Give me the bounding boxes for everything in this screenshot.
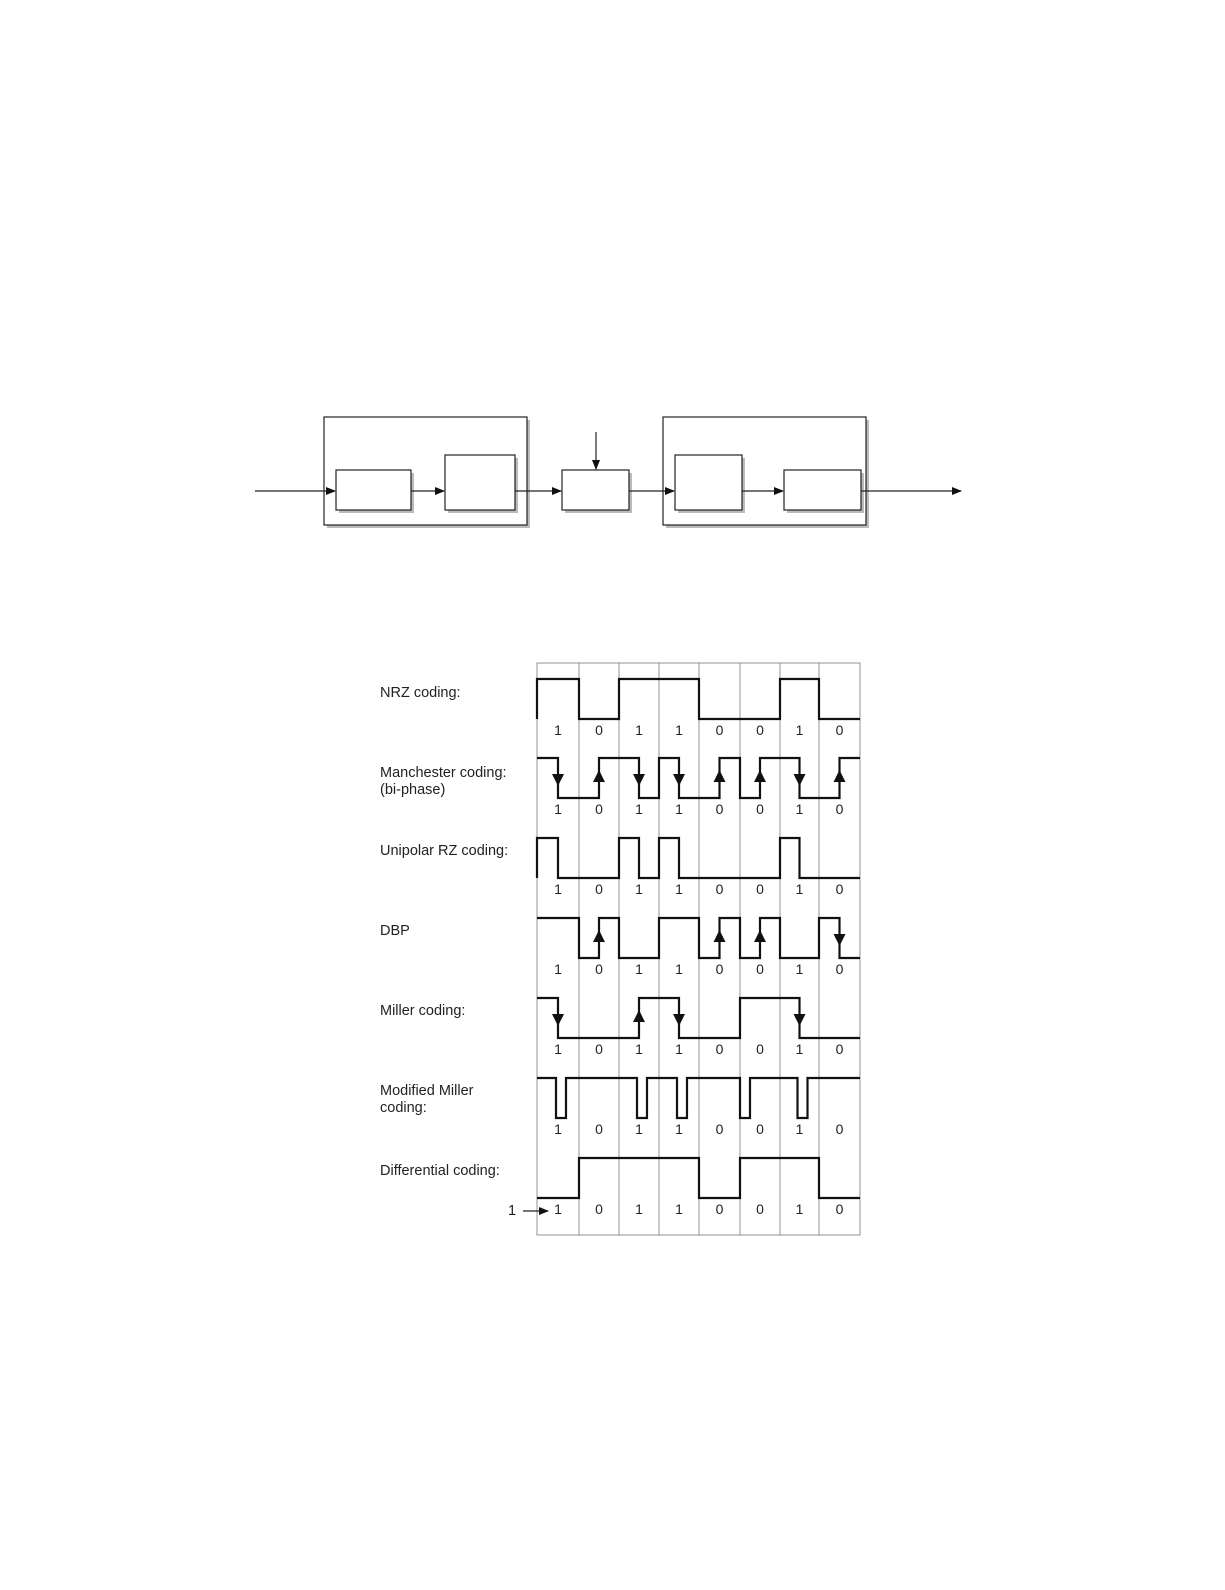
- bit-label: 1: [635, 881, 643, 897]
- left-block-1: [336, 470, 411, 510]
- bit-label: 1: [795, 1201, 804, 1217]
- bit-label: 1: [795, 722, 804, 738]
- right-block-1: [675, 455, 742, 510]
- row-label-miller: Miller coding:: [380, 1003, 466, 1019]
- transition-arrow: [834, 770, 846, 782]
- bit-label: 1: [635, 1041, 643, 1057]
- bit-label: 1: [635, 1201, 643, 1217]
- bit-label: 0: [756, 1121, 764, 1137]
- bit-label: 1: [554, 1201, 562, 1217]
- bit-label: 1: [554, 1041, 562, 1057]
- bit-label: 1: [795, 801, 804, 817]
- bit-label: 1: [675, 722, 683, 738]
- bit-label: 0: [595, 1041, 603, 1057]
- bit-label: 0: [756, 1041, 764, 1057]
- bit-label: 0: [756, 1201, 764, 1217]
- block-diagram: [255, 417, 961, 528]
- bit-label: 0: [756, 961, 764, 977]
- bit-label: 0: [595, 801, 603, 817]
- bit-label: 0: [835, 1201, 844, 1217]
- bit-label: 0: [715, 722, 724, 738]
- waveform-differential: [537, 1158, 860, 1198]
- bit-label: 1: [554, 722, 562, 738]
- transition-arrow: [552, 774, 564, 786]
- bit-label: 0: [595, 1121, 603, 1137]
- bit-label: 0: [715, 801, 724, 817]
- coding-chart-waveforms: [537, 679, 860, 1198]
- bit-label: 0: [756, 881, 764, 897]
- transition-arrow: [754, 770, 766, 782]
- bit-label: 1: [675, 881, 683, 897]
- row-label-differential: Differential coding:: [380, 1163, 500, 1179]
- transition-arrow: [593, 770, 605, 782]
- bit-label: 0: [835, 722, 844, 738]
- bit-label: 0: [715, 961, 724, 977]
- left-block-2: [445, 455, 515, 510]
- row-label-unipolar-rz: Unipolar RZ coding:: [380, 843, 509, 859]
- bit-label: 1: [675, 961, 683, 977]
- bit-label: 1: [554, 801, 562, 817]
- bit-label: 1: [675, 801, 683, 817]
- bit-label: 0: [595, 1201, 603, 1217]
- bit-label: 0: [835, 961, 844, 977]
- bit-label: 1: [795, 1121, 804, 1137]
- bit-label: 0: [835, 881, 844, 897]
- waveform-modified-miller: [537, 1078, 860, 1118]
- bit-label: 1: [795, 1041, 804, 1057]
- right-block-2: [784, 470, 861, 510]
- bit-label: 1: [675, 1041, 683, 1057]
- row-label-dbp: DBP: [380, 923, 410, 939]
- transition-arrow: [794, 774, 806, 786]
- bit-label: 0: [715, 1201, 724, 1217]
- initial-value-label: 1: [508, 1203, 517, 1219]
- transition-arrow: [714, 770, 726, 782]
- bit-label: 1: [635, 1121, 643, 1137]
- bit-label: 1: [635, 801, 643, 817]
- bit-label: 0: [595, 961, 603, 977]
- bit-label: 0: [756, 722, 764, 738]
- bit-label: 1: [795, 961, 804, 977]
- row-label-manchester: (bi-phase): [380, 782, 446, 798]
- waveform-unipolar-rz: [537, 838, 860, 878]
- bit-label: 0: [715, 1041, 724, 1057]
- bit-label: 0: [715, 881, 724, 897]
- row-label-modified-miller: Modified Miller: [380, 1083, 474, 1099]
- coding-chart-labels: [380, 685, 508, 1179]
- bit-label: 1: [635, 722, 643, 738]
- coding-chart-extra: [508, 1203, 548, 1219]
- bit-label: 0: [595, 722, 603, 738]
- bit-label: 0: [835, 801, 844, 817]
- transition-arrow: [633, 774, 645, 786]
- transition-arrow: [673, 774, 685, 786]
- row-label-nrz: NRZ coding:: [380, 685, 461, 701]
- bit-label: 0: [835, 1041, 844, 1057]
- bit-label: 0: [595, 881, 603, 897]
- bit-label: 1: [635, 961, 643, 977]
- waveform-manchester: [537, 758, 860, 798]
- bit-label: 1: [554, 1121, 562, 1137]
- bit-label: 1: [675, 1121, 683, 1137]
- bit-label: 0: [835, 1121, 844, 1137]
- waveform-miller: [537, 998, 860, 1038]
- bit-label: 1: [554, 881, 562, 897]
- row-label-modified-miller: coding:: [380, 1100, 427, 1116]
- bit-label: 1: [675, 1201, 683, 1217]
- row-label-manchester: Manchester coding:: [380, 765, 507, 781]
- bit-label: 1: [795, 881, 804, 897]
- waveform-nrz: [537, 679, 860, 719]
- waveform-dbp: [537, 918, 860, 958]
- bit-label: 0: [715, 1121, 724, 1137]
- bit-label: 1: [554, 961, 562, 977]
- bit-label: 0: [756, 801, 764, 817]
- middle-block: [562, 470, 629, 510]
